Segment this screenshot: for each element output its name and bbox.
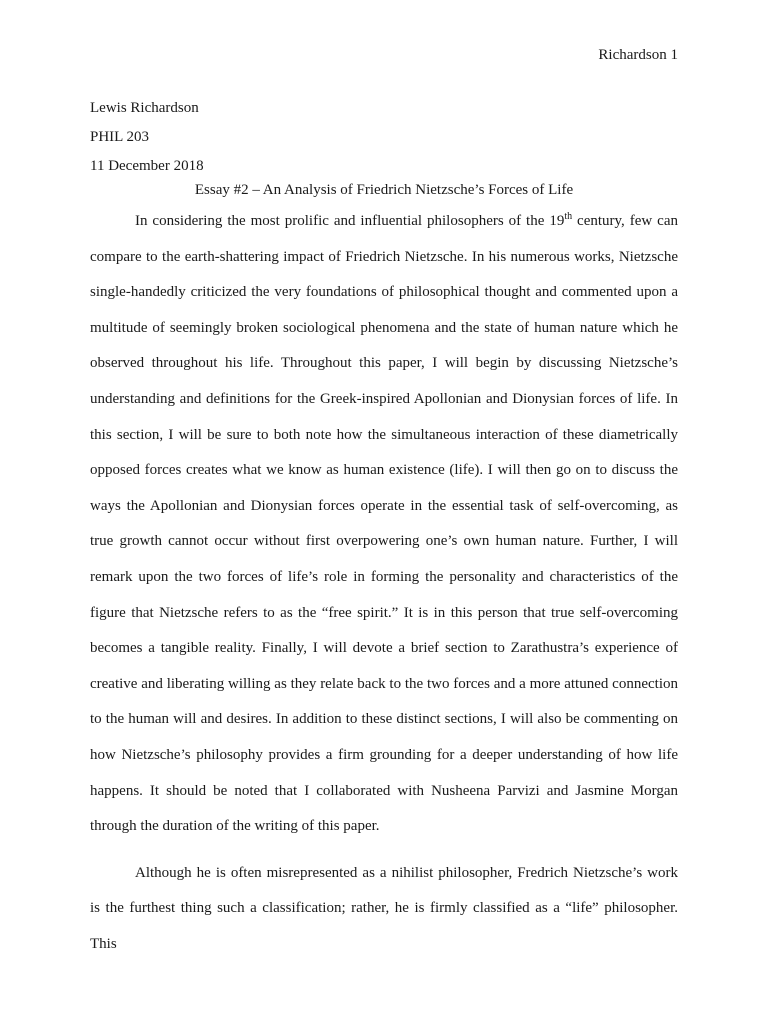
paragraph-2: Although he is often misrepresented as a nihilist philosopher, Fredrich Nietzsche’s work is the furthest thing such a classification; rather, he is firmly classified as a “life” philosopher. This [90,864,678,952]
author-name: Lewis Richardson [90,100,199,116]
course-code: PHIL 203 [90,129,150,145]
essay-body [90,204,678,962]
essay-date: 11 December 2018 [90,158,204,174]
paragraph-1-text-rest: century, few can compare to the earth-shattering impact of Friedrich Nietzsche. In his numerous works, Nietzsche single-handedly criticized the very foundations of philosophical thought and commented upon a multitude of seemingly broken sociological phenomena and the state of human nature which he observed throughout his life. Throughout this paper, I will begin by discussing Nietzsche’s understanding and definitions for the Greek-inspired Apollonian and Dionysian forces of life. In this section, I will be sure to both note how the simultaneous interaction of these diametrically opposed forces creates what we know as human existence (life). I will then go on to discuss the ways the Apollonian and Dionysian forces operate in the essential task of self-overcoming, as true growth cannot occur without first overpowering one’s own human nature. Further, I will remark upon the two forces of life’s role in forming the personality and characteristics of the figure that Nietzsche refers to as the “free spirit.” It is in this person that true self-overcoming becomes a tangible reality. Finally, I will devote a brief section to Zarathustra’s experience of creative and liberating willing as they relate back to the two forces and a more attuned connection to the human will and desires. In addition to these distinct sections, I will also be commenting on how Nietzsche’s philosophy provides a firm grounding for a deeper understanding of how life happens. It should be noted that I collaborated with Nusheena Parvizi and Jasmine Morgan through the duration of the writing of this paper. [90,213,678,835]
paragraph-1 [90,204,678,845]
running-head: Richardson 1 [598,47,678,63]
essay-title: Essay #2 – An Analysis of Friedrich Nietzsche’s Forces of Life [194,182,574,198]
ordinal-superscript: th [564,211,573,222]
paragraph-1-text-start: In considering the most prolific and influential philosophers of the 19 [135,213,565,229]
essay-header [90,94,678,181]
